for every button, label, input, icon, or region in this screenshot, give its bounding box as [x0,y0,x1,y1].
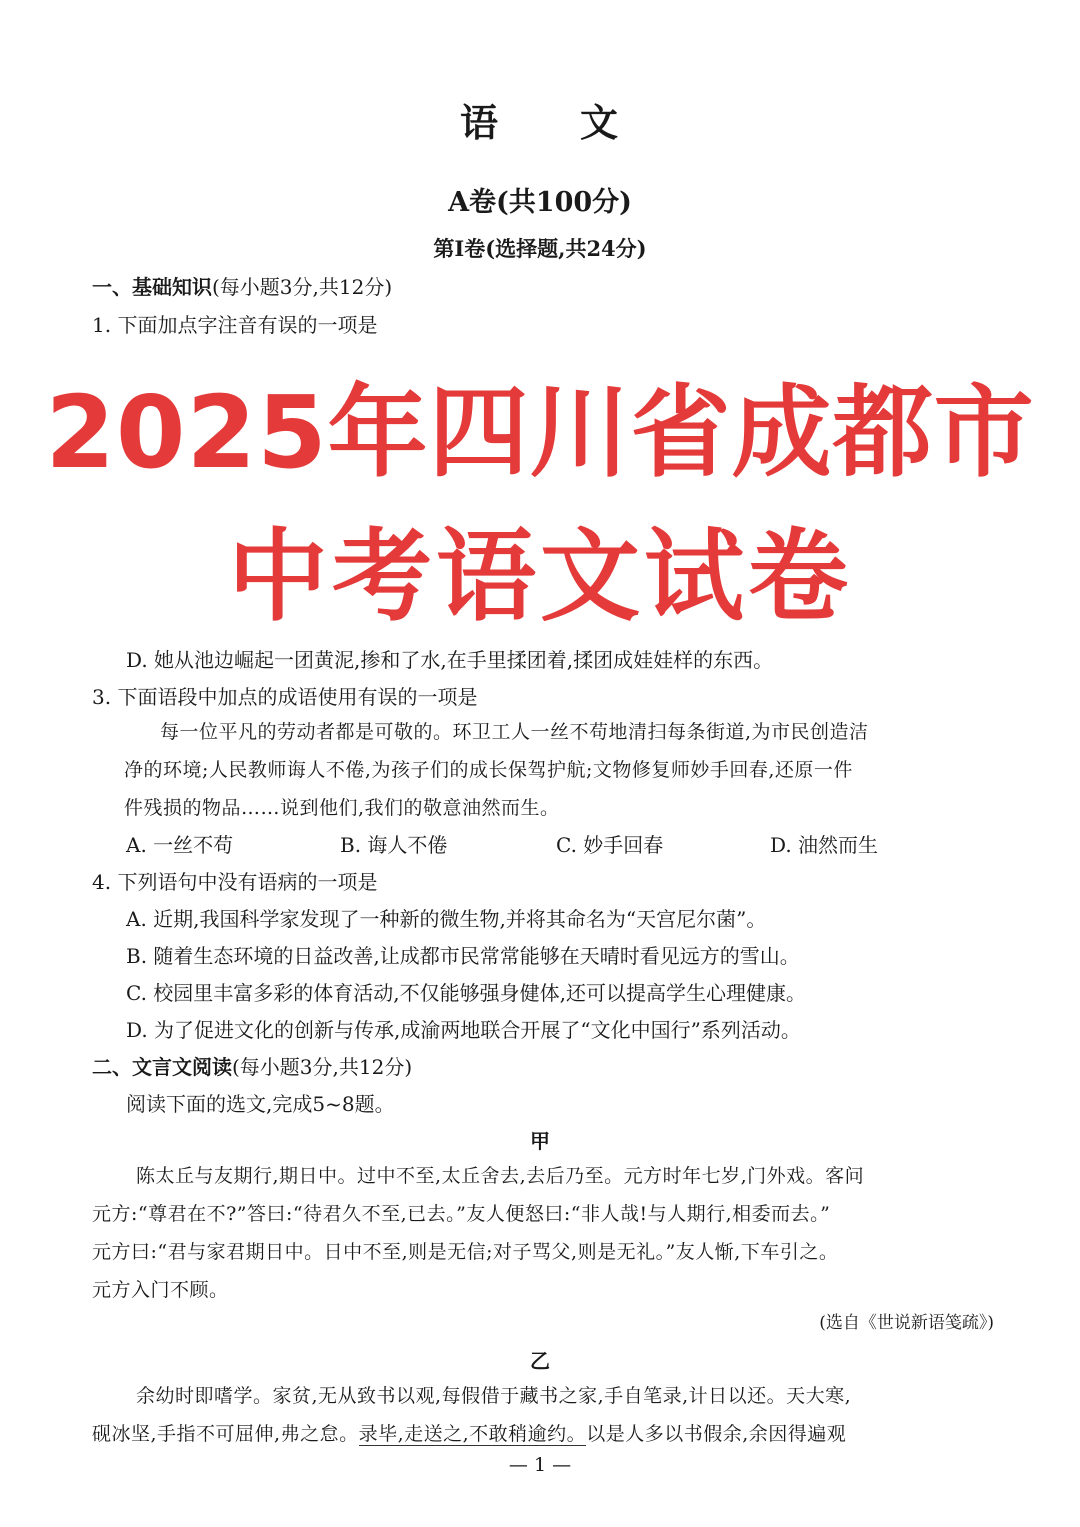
part2-instruction: 阅读下面的选文,完成5~8题。 [126,1092,395,1116]
q3-passage-line-2: 净的环境;人民教师诲人不倦,为孩子们的成长保驾护航;文物修复师妙手回春,还原一件 [124,759,853,781]
jia-line-2: 元方:“尊君在不?”答曰:“待君久不至,已去。”友人便怒曰:“非人哉!与人期行,相委而去。” [92,1203,831,1225]
part1-heading [92,271,392,300]
yi-line-1: 余幼时即嗜学。家贫,无从致书以观,每假借于藏书之家,手自笔录,计日以还。天大寒, [136,1385,852,1407]
q4-option-b: B. 随着生态环境的日益改善,让成都市民常常能够在天晴时看见远方的雪山。 [126,944,800,968]
page-number: — 1 — [508,1454,572,1476]
text-yi-label: 乙 [530,1349,550,1373]
q4-option-d: D. 为了促进文化的创新与传承,成渝两地联合开展了“文化中国行”系列活动。 [126,1018,801,1042]
question-4: 4. 下列语句中没有语病的一项是 [92,870,378,894]
q3-passage-line-1: 每一位平凡的劳动者都是可敬的。环卫工人一丝不苟地清扫每条街道,为市民创造洁 [160,721,869,743]
subject-char-2: 文 [580,100,621,145]
section-title: 第Ⅰ卷(选择题,共24分) [433,236,647,261]
part2-heading-bold: 二、文言文阅读 [92,1055,232,1079]
q3-option-c: C. 妙手回春 [556,833,664,857]
banner-line-2: 中考语文试卷 [228,518,852,635]
question-3: 3. 下面语段中加点的成语使用有误的一项是 [92,685,478,709]
jia-line-4: 元方入门不顾。 [92,1279,229,1301]
part2-heading-note: (每小题3分,共12分) [232,1055,413,1079]
paper-title: A卷(共100分) [448,187,632,218]
yi-line-2-underlined: 录毕,走送之,不敢稍逾约。 [358,1423,587,1445]
part1-heading-bold: 一、基础知识 [92,275,212,299]
jia-line-3: 元方曰:“君与家君期日中。日中不至,则是无信;对子骂父,则是无礼。”友人惭,下车引之。 [92,1241,839,1263]
banner-line-1: 2025年四川省成都市 [45,374,1035,491]
yi-line-2-part-a: 砚冰坚,手指不可屈伸,弗之怠。 [92,1423,359,1445]
q3-option-a: A. 一丝不苟 [126,833,234,857]
yi-line-2 [92,1419,846,1446]
part2-heading [92,1051,412,1080]
jia-line-1: 陈太丘与友期行,期日中。过中不至,太丘舍去,去后乃至。元方时年七岁,门外戏。客问 [136,1165,865,1187]
jia-source: (选自《世说新语笺疏》) [819,1313,994,1333]
subject-title [0,92,1080,147]
yi-line-2-part-b: 以是人多以书假余,余因得遍观 [586,1423,847,1445]
q4-option-a: A. 近期,我国科学家发现了一种新的微生物,并将其命名为“天宫尼尔菌”。 [126,907,767,931]
q3-option-b: B. 诲人不倦 [340,833,448,857]
question-1: 1. 下面加点字注音有误的一项是 [92,313,378,337]
subject-char-1: 语 [459,100,500,145]
q4-option-c: C. 校园里丰富多彩的体育活动,不仅能够强身健体,还可以提高学生心理健康。 [126,981,807,1005]
q2-option-d: D. 她从池边崛起一团黄泥,掺和了水,在手里揉团着,揉团成娃娃样的东西。 [126,648,774,672]
q3-option-d: D. 油然而生 [770,833,879,857]
text-jia-label: 甲 [530,1129,550,1153]
part1-heading-note: (每小题3分,共12分) [212,275,393,299]
q3-passage-line-3: 件残损的物品……说到他们,我们的敬意油然而生。 [124,797,560,819]
